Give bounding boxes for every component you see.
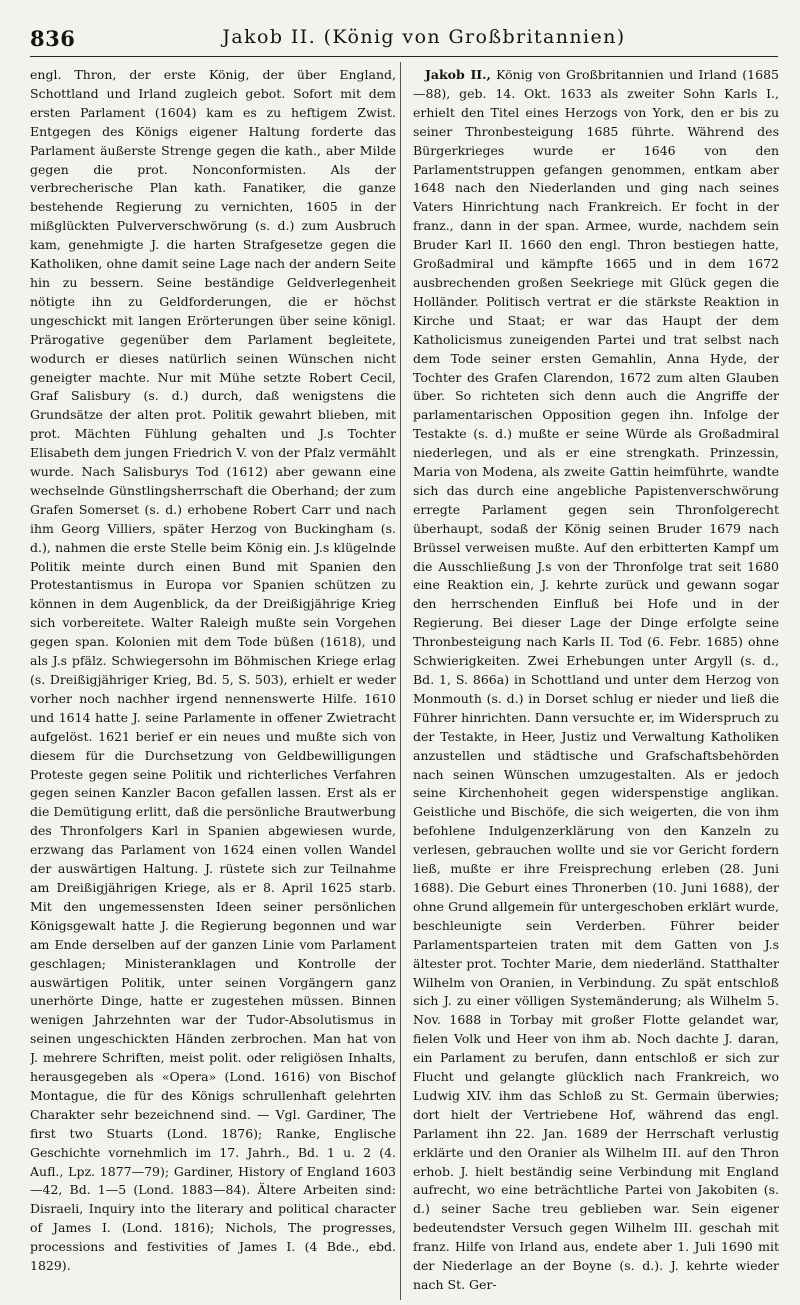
page-header <box>30 22 778 54</box>
article-headword: Jakob II., <box>425 67 491 82</box>
left-column-text: engl. Thron, der erste König, der über England, Schottland und Irland zugleich gebot. Sofort mit dem ersten Parlament (1604) kam es zu heftigem Zwist. Entgegen des Königs eigener Haltung forderte das Parlament äußerste Strenge gegen die kath., aber Milde gegen die prot. Nonconformisten. Als der verbrecherische Plan kath. Fanatiker, die ganze bestehende Regierung zu vernichten, 1605 in der mißglückten Pulververschwörung (s. d.) zum Ausbruch kam, genehmigte J. die harten Strafgesetze gegen die Katholiken, ohne damit seine Lage nach der andern Seite hin zu bessern. Seine beständige Geldverlegenheit nötigte ihn zu Geldforderungen, die er höchst ungeschickt mit langen Erörterungen über seine königl. Prärogative gegenüber dem Parlament begleitete, wodurch er dieses natürlich seinen Wünschen nicht geneigter machte. Nur mit Mühe setzte Robert Cecil, Graf Salisbury (s. d.) durch, daß wenigstens die Grundsätze der alten prot. Politik gewahrt blieben, mit prot. Mächten Fühlung gehalten und J.s Tochter Elisabeth dem jungen Friedrich V. von der Pfalz vermählt wurde. Nach Salisburys Tod (1612) aber gewann eine wechselnde Günstlingsherrschaft die Oberhand; der zum Grafen Somerset (s. d.) erhobene Robert Carr und nach ihm Georg Villiers, später Herzog von Buckingham (s. d.), nahmen die erste Stelle beim König ein. J.s klügelnde Politik meinte durch einen Bund mit Spanien den Protestantismus in Europa vor Spanien schützen zu können in dem Augenblick, da der Dreißigjährige Krieg sich vorbereitete. Walter Raleigh mußte sein Vorgehen gegen span. Kolonien mit dem Tode büßen (1618), und als J.s pfälz. Schwiegersohn im Böhmischen Kriege erlag (s. Dreißigjähriger Krieg, Bd. 5, S. 503), erhielt er weder vorher noch nachher irgend nennenswerte Hilfe. 1610 und 1614 hatte J. seine Parlamente in offener Zwietracht aufgelöst. 1621 berief er ein neues und mußte sich von diesem für die Durchsetzung von Geldbewilligungen Proteste gegen seine Politik und richterliches Verfahren gegen seinen Kanzler Bacon gefallen lassen. Erst als er die Demütigung erlitt, daß die persönliche Brautwerbung des Thronfolgers Karl in Spanien abgewiesen wurde, erzwang das Parlament von 1624 einen vollen Wandel der auswärtigen Haltung. J. rüstete sich zur Teilnahme am Dreißigjährigen Kriege, als er 8. April 1625 starb. Mit den ungemessensten Ideen seiner persönlichen Königsgewalt hatte J. die Regierung begonnen und war am Ende derselben auf der ganzen Linie vom Parlament geschlagen; Ministeranklagen und Kontrolle der auswärtigen Politik, unter seinen Vorgängern ganz unerhörte Dinge, hatte er zugestehen müssen. Binnen wenigen Jahrzehnten war der Tudor-Absolutismus in seinen ungeschickten Händen zerbrochen. Man hat von J. mehrere Schriften, meist polit. oder religiösen Inhalts, herausgegeben als «Opera» (Lond. 1616) von Bischof Montague, die für des Königs schrullenhaft gelehrten Charakter sehr bezeichnend sind. — Vgl. Gardiner, The first two Stuarts (Lond. 1876); Ranke, Englische Geschichte vornehmlich im 17. Jahrh., Bd. 1 u. 2 (4. Aufl., Lpz. 1877—79); Gardiner, History of England 1603—42, Bd. 1—5 (Lond. 1883—84). Ältere Arbeiten sind: Disraeli, Inquiry into the literary and political character of James I. (Lond. 1816); Nichols, The progresses, processions and festivities of James I. (4 Bde., ebd. 1829). <box>30 67 396 1274</box>
column-divider <box>400 62 401 1300</box>
right-column <box>413 66 779 1296</box>
article-jakob-ii <box>413 66 779 1295</box>
header-rule <box>30 56 778 57</box>
left-column <box>30 66 396 1296</box>
article-text: König von Großbritannien und Irland (1685—88), geb. 14. Okt. 1633 als zweiter Sohn Karls I., erhielt den Titel eines Herzogs von York, den er bis zu seiner Thronbesteigung 1685 führte. Während des Bürgerkrieges wurde er 1646 von den Parlamentstruppen gefangen genommen, entkam aber 1648 nach den Niederlanden und ging nach seines Vaters Hinrichtung nach Frankreich. Er focht in der franz., dann in der span. Armee, wurde, nachdem sein Bruder Karl II. 1660 den engl. Thron bestiegen hatte, Großadmiral und kämpfte 1665 und in dem 1672 ausbrechenden großen Seekriege mit Glück gegen die Holländer. Politisch vertrat er die stärkste Reaktion in Kirche und Staat; er war das Haupt der dem Katholicismus zuneigenden Partei und trat selbst nach dem Tode seiner ersten Gemahlin, Anna Hyde, der Tochter des Grafen Clarendon, 1672 zum alten Glauben über. So richteten sich denn auch die Angriffe der parlamentarischen Opposition gegen ihn. Infolge der Testakte (s. d.) mußte er seine Würde als Großadmiral niederlegen, und als er eine strengkath. Prinzessin, Maria von Modena, als zweite Gattin heimführte, wandte sich das durch eine angebliche Papistenverschwörung erregte Parlament gegen sein Thronfolgerecht überhaupt, sodaß der König seinen Bruder 1679 nach Brüssel verweisen mußte. Auf den erbitterten Kampf um die Ausschließung J.s von der Thronfolge trat seit 1680 eine Reaktion ein, J. kehrte zurück und gewann sogar den herrschenden Einfluß bei Hofe und in der Regierung. Bei dieser Lage der Dinge erfolgte seine Thronbesteigung nach Karls II. Tod (6. Febr. 1685) ohne Schwierigkeiten. Zwei Erhebungen unter Argyll (s. d., Bd. 1, S. 866a) in Schottland und unter dem Herzog von Monmouth (s. d.) in Dorset schlug er nieder und ließ die Führer hinrichten. Dann versuchte er, im Widerspruch zu der Testakte, in Heer, Justiz und Verwaltung Katholiken anzustellen und städtische und Grafschaftsbehörden nach seinen Wünschen umzugestalten. Als er jedoch seine Kirchenhoheit gegen widerspenstige anglikan. Geistliche und Bischöfe, die sich weigerten, die von ihm befohlene Indulgenzerklärung von den Kanzeln zu verlesen, gebrauchen wollte und sie vor Gericht fordern ließ, mußte er ihre Freisprechung erleben (28. Juni 1688). Die Geburt eines Thronerben (10. Juni 1688), der ohne Grund allgemein für untergeschoben erklärt wurde, beschleunigte sein Verderben. Führer beider Parlamentsparteien traten mit dem Gatten von J.s ältester prot. Tochter Marie, dem niederländ. Statthalter Wilhelm von Oranien, in Verbindung. Zu spät entschloß sich J. zu einer völligen Systemänderung; als Wilhelm 5. Nov. 1688 in Torbay mit großer Flotte gelandet war, fielen Volk und Heer von ihm ab. Noch dachte J. daran, ein Parlament zu berufen, dann entschloß er sich zur Flucht und gelangte glücklich nach Frankreich, wo Ludwig XIV. ihm das Schloß zu St. Germain überwies; dort hielt der Vertriebene Hof, während das engl. Parlament ihn 22. Jan. 1689 der Herrschaft verlustig erklärte und den Oranier als Wilhelm III. auf den Thron erhob. J. hielt beständig seine Verbindung mit England aufrecht, wo eine beträchtliche Partei von Jakobiten (s. d.) seiner Sache treu geblieben war. Sein eigener bedeutendster Versuch gegen Wilhelm III. geschah mit franz. Hilfe von Irland aus, endete aber 1. Juli 1690 mit der Niederlage an der Boyne (s. d.). J. kehrte wieder nach St. Ger- <box>413 67 779 1292</box>
page-number: 836 <box>30 26 76 51</box>
running-title: Jakob II. (König von Großbritannien) <box>222 26 626 48</box>
